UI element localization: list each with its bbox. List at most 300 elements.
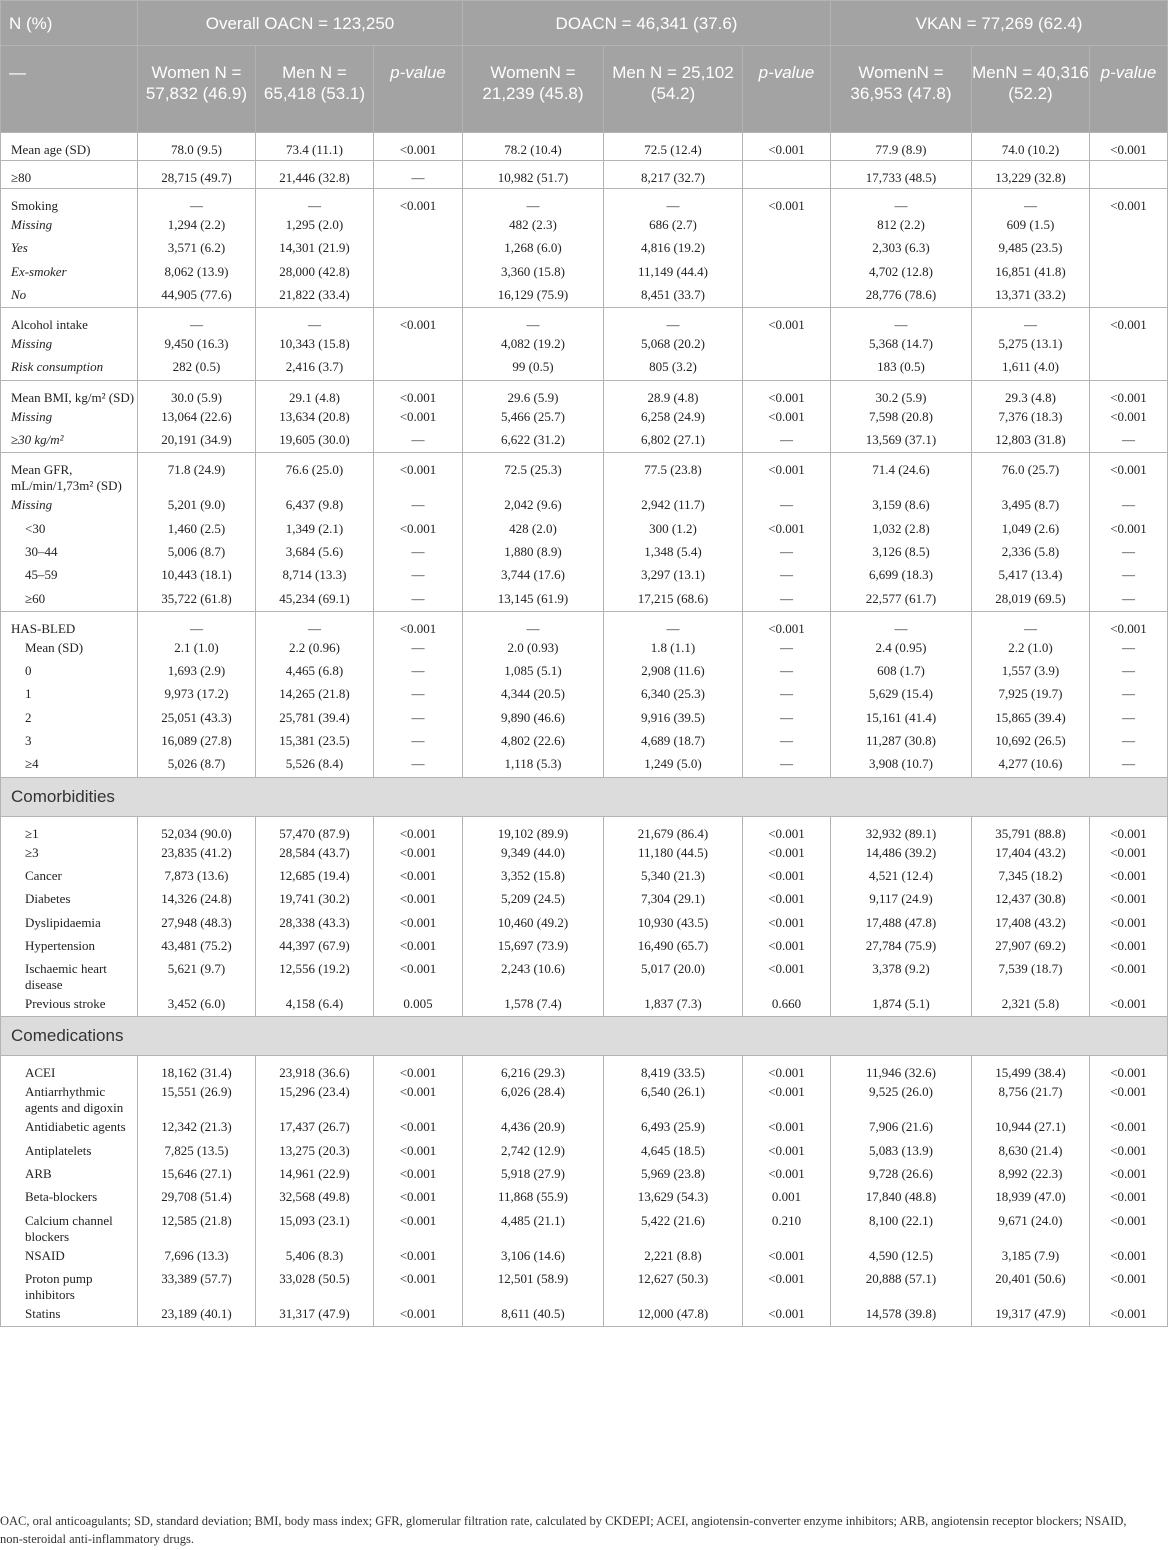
value-text: 76.6 (25.0)	[285, 462, 344, 478]
p-value-text: —	[411, 432, 425, 448]
value-cell	[972, 660, 1090, 683]
p-value-cell	[743, 494, 831, 517]
value-cell	[831, 494, 972, 517]
table-row	[1, 356, 1168, 380]
row-label	[1, 1140, 138, 1163]
value-text: 16,129 (75.9)	[497, 286, 569, 302]
value-cell	[256, 284, 374, 308]
value-cell	[831, 816, 972, 842]
value-cell	[463, 1245, 604, 1268]
p-value-cell	[1090, 611, 1168, 637]
p-value-text	[743, 284, 830, 289]
value-text: —	[1024, 198, 1037, 213]
value-text: 11,180 (44.5)	[638, 844, 708, 860]
p-value-cell	[374, 541, 463, 564]
p-value-cell	[1090, 541, 1168, 564]
value-text: 12,501 (58.9)	[497, 1270, 569, 1286]
p-value-text: —	[1122, 567, 1136, 583]
p-value-cell	[1090, 453, 1168, 495]
value-text: 9,671 (24.0)	[998, 1212, 1063, 1228]
value-cell	[138, 707, 256, 730]
p-value-text: —	[780, 497, 793, 513]
value-text: 28,584 (43.7)	[279, 844, 350, 860]
p-value-cell	[743, 865, 831, 888]
p-value-cell	[743, 1186, 831, 1209]
value-text: 1,557 (3.9)	[1001, 663, 1060, 679]
value-text: 15,296 (23.4)	[279, 1084, 350, 1100]
value-text: 10,343 (15.8)	[279, 336, 350, 352]
p-value-text: —	[411, 733, 425, 749]
value-text: 2.0 (0.93)	[507, 639, 559, 655]
p-value-cell	[743, 816, 831, 842]
row-label	[1, 1081, 138, 1116]
p-value-text: 0.210	[771, 1212, 802, 1228]
p-value-cell	[374, 133, 463, 161]
p-value-cell	[743, 588, 831, 612]
value-cell	[256, 356, 374, 380]
value-cell	[972, 541, 1090, 564]
p-value-text: <0.001	[399, 142, 437, 157]
value-text: 6,340 (25.3)	[641, 686, 705, 702]
value-cell	[831, 912, 972, 935]
value-text: 6,026 (28.4)	[501, 1084, 565, 1100]
value-cell	[463, 161, 604, 189]
p-value-cell	[743, 429, 831, 453]
value-cell	[463, 611, 604, 637]
row-label-text: Mean BMI, kg/m² (SD)	[11, 389, 135, 405]
table-row	[1, 308, 1168, 334]
value-cell	[256, 683, 374, 706]
value-text: 3,908 (10.7)	[869, 756, 933, 772]
value-text: 18,162 (31.4)	[161, 1065, 232, 1081]
value-text: 28,000 (42.8)	[279, 263, 350, 279]
value-text: 5,629 (15.4)	[869, 686, 933, 702]
value-text: 4,158 (6.4)	[285, 996, 344, 1012]
value-cell	[972, 133, 1090, 161]
p-value-text: —	[780, 590, 793, 606]
value-cell	[604, 611, 743, 637]
value-cell	[831, 189, 972, 215]
value-cell	[604, 753, 743, 777]
value-cell	[463, 935, 604, 958]
value-text: 4,277 (10.6)	[998, 756, 1063, 772]
row-label	[1, 189, 138, 215]
value-cell	[831, 1163, 972, 1186]
value-text: 5,017 (20.0)	[641, 961, 705, 977]
value-text: 25,781 (39.4)	[279, 709, 350, 725]
value-text: —	[1024, 317, 1037, 333]
row-label	[1, 888, 138, 911]
header-overall-women: Women N = 57,832 (46.9)	[138, 46, 256, 133]
value-cell	[256, 1140, 374, 1163]
value-cell	[463, 730, 604, 753]
p-value-text: <0.001	[1110, 1119, 1147, 1135]
value-cell	[604, 958, 743, 993]
value-text: 10,944 (27.1)	[995, 1119, 1066, 1135]
value-cell	[256, 518, 374, 541]
value-text: 12,585 (21.8)	[161, 1212, 232, 1228]
value-cell	[463, 660, 604, 683]
value-cell	[604, 683, 743, 706]
value-cell	[138, 730, 256, 753]
value-cell	[972, 161, 1090, 189]
p-value-text: —	[1122, 709, 1136, 725]
p-value-text: —	[411, 567, 425, 583]
value-text: 15,551 (26.9)	[161, 1084, 232, 1100]
table-body	[1, 133, 1168, 1327]
value-text: 1,349 (2.1)	[285, 520, 344, 536]
value-text: 4,465 (6.8)	[285, 663, 344, 679]
p-value-cell	[743, 453, 831, 495]
value-cell	[138, 1186, 256, 1209]
value-text: 1,460 (2.5)	[167, 520, 226, 536]
p-value-text	[1090, 356, 1167, 361]
p-value-cell	[374, 308, 463, 334]
value-cell	[138, 1081, 256, 1116]
value-text: 29.1 (4.8)	[289, 389, 340, 405]
value-cell	[138, 660, 256, 683]
value-text: 12,803 (31.8)	[995, 432, 1066, 448]
value-cell	[256, 564, 374, 587]
row-label-text: Mean age (SD)	[11, 142, 91, 157]
value-cell	[463, 865, 604, 888]
value-text: 8,992 (22.3)	[998, 1166, 1063, 1182]
value-cell	[138, 1303, 256, 1327]
p-value-text: <0.001	[399, 825, 437, 841]
row-label-text: Missing	[11, 497, 53, 513]
row-label	[1, 816, 138, 842]
value-cell	[831, 261, 972, 284]
p-value-text: <0.001	[399, 914, 437, 930]
value-cell	[604, 707, 743, 730]
value-text: 608 (1.7)	[877, 663, 925, 679]
value-cell	[604, 842, 743, 865]
p-value-text: 0.001	[771, 1189, 802, 1205]
p-value-text: <0.001	[768, 914, 805, 930]
row-label-text: Hypertension	[25, 937, 96, 953]
value-text: 9,117 (24.9)	[869, 891, 933, 907]
value-cell	[463, 261, 604, 284]
value-text: 1,837 (7.3)	[644, 996, 702, 1012]
table-row	[1, 1268, 1168, 1303]
value-text: —	[308, 620, 321, 636]
value-text: 16,490 (65.7)	[637, 937, 709, 953]
value-text: 4,436 (20.9)	[501, 1119, 565, 1135]
value-text: —	[666, 198, 680, 213]
p-value-text: <0.001	[768, 462, 805, 478]
value-cell	[972, 1186, 1090, 1209]
row-label-text: ≥30 kg/m²	[11, 432, 64, 448]
row-label-text: Antiarrhythmic agents and digoxin	[25, 1084, 124, 1116]
p-value-cell	[743, 1056, 831, 1082]
p-value-cell	[374, 161, 463, 189]
table-row	[1, 637, 1168, 660]
value-cell	[256, 1210, 374, 1245]
value-cell	[138, 406, 256, 429]
value-cell	[972, 637, 1090, 660]
value-text: 4,702 (12.8)	[869, 263, 933, 279]
p-value-text: <0.001	[768, 844, 805, 860]
row-label	[1, 1056, 138, 1082]
row-label	[1, 660, 138, 683]
value-text: 5,422 (21.6)	[641, 1212, 705, 1228]
value-text: 71.4 (24.6)	[872, 462, 930, 478]
value-text: 183 (0.5)	[877, 359, 925, 375]
value-cell	[256, 406, 374, 429]
value-text: 33,028 (50.5)	[279, 1270, 350, 1286]
value-text: 6,540 (26.1)	[641, 1084, 705, 1100]
row-label-text: Antiplatelets	[25, 1142, 92, 1158]
value-text: 72.5 (25.3)	[504, 462, 562, 478]
value-cell	[831, 865, 972, 888]
value-text: 1,249 (5.0)	[644, 756, 702, 772]
value-cell	[604, 660, 743, 683]
value-cell	[604, 1140, 743, 1163]
row-label	[1, 935, 138, 958]
value-text: 16,851 (41.8)	[995, 263, 1066, 279]
value-cell	[972, 1210, 1090, 1245]
value-cell	[604, 261, 743, 284]
table-row	[1, 912, 1168, 935]
table-row	[1, 494, 1168, 517]
value-cell	[604, 888, 743, 911]
value-text: 1,880 (8.9)	[504, 543, 562, 559]
row-label	[1, 1303, 138, 1327]
value-text: 3,185 (7.9)	[1001, 1247, 1060, 1263]
table-row	[1, 518, 1168, 541]
value-text: 44,905 (77.6)	[161, 286, 232, 302]
p-value-cell	[743, 683, 831, 706]
row-label-text: ≥60	[25, 590, 46, 606]
value-cell	[831, 564, 972, 587]
value-cell	[463, 237, 604, 260]
value-text: 6,437 (9.8)	[285, 497, 344, 513]
p-value-cell	[374, 842, 463, 865]
value-text: 35,722 (61.8)	[161, 590, 232, 606]
value-cell	[138, 564, 256, 587]
p-value-cell	[1090, 660, 1168, 683]
p-value-text: —	[411, 639, 425, 655]
header-dash: —	[1, 46, 138, 133]
table-row	[1, 133, 1168, 161]
value-cell	[256, 842, 374, 865]
p-value-cell	[743, 380, 831, 406]
value-cell	[138, 683, 256, 706]
value-cell	[831, 730, 972, 753]
p-value-cell	[374, 730, 463, 753]
p-value-text	[374, 356, 462, 361]
row-label-text: Yes	[11, 240, 28, 256]
p-value-cell	[743, 1303, 831, 1327]
value-cell	[604, 993, 743, 1017]
p-value-cell	[743, 912, 831, 935]
value-text: 30.2 (5.9)	[875, 389, 927, 405]
section-header	[1, 777, 1168, 816]
value-cell	[972, 912, 1090, 935]
row-label-text: 30–44	[25, 543, 58, 559]
value-text: 28,019 (69.5)	[995, 590, 1066, 606]
row-label	[1, 284, 138, 308]
value-text: 10,443 (18.1)	[161, 567, 232, 583]
value-text: 15,646 (27.1)	[161, 1166, 232, 1182]
p-value-cell	[743, 356, 831, 380]
value-cell	[256, 541, 374, 564]
table-row	[1, 935, 1168, 958]
p-value-cell	[743, 161, 831, 189]
p-value-cell	[374, 993, 463, 1017]
p-value-text: <0.001	[1110, 1247, 1147, 1263]
p-value-cell	[374, 518, 463, 541]
p-value-text: <0.001	[1110, 844, 1147, 860]
p-value-cell	[374, 707, 463, 730]
value-cell	[831, 333, 972, 356]
row-label-text: ≥4	[25, 756, 39, 772]
p-value-cell	[374, 888, 463, 911]
value-cell	[256, 993, 374, 1017]
value-text: 5,526 (8.4)	[285, 756, 344, 772]
value-text: 4,816 (19.2)	[641, 240, 705, 256]
row-label	[1, 588, 138, 612]
value-text: 7,696 (13.3)	[164, 1247, 229, 1263]
value-text: 5,006 (8.7)	[167, 543, 226, 559]
p-value-cell	[743, 564, 831, 587]
value-cell	[463, 993, 604, 1017]
value-cell	[256, 380, 374, 406]
table-row	[1, 588, 1168, 612]
value-cell	[604, 284, 743, 308]
row-label	[1, 133, 138, 161]
value-cell	[831, 637, 972, 660]
p-value-text	[743, 214, 830, 217]
value-text: 12,556 (19.2)	[279, 961, 350, 977]
p-value-text: <0.001	[1110, 1305, 1147, 1321]
p-value-text: <0.001	[399, 961, 437, 977]
row-label	[1, 611, 138, 637]
value-cell	[831, 356, 972, 380]
value-text: 29.6 (5.9)	[507, 389, 559, 405]
value-cell	[463, 1163, 604, 1186]
value-text: 17,408 (43.2)	[995, 914, 1066, 930]
value-cell	[463, 842, 604, 865]
p-value-text: <0.001	[1110, 389, 1147, 405]
p-value-text: —	[780, 567, 793, 583]
value-cell	[604, 1116, 743, 1139]
value-text: 3,571 (6.2)	[167, 240, 226, 256]
table-row	[1, 683, 1168, 706]
value-text: 14,486 (39.2)	[865, 844, 937, 860]
value-text: 27,907 (69.2)	[995, 937, 1066, 953]
header-doac-women: WomenN = 21,239 (45.8)	[463, 46, 604, 133]
p-value-cell	[1090, 261, 1168, 284]
value-cell	[604, 406, 743, 429]
p-value-text: <0.001	[399, 867, 437, 883]
value-cell	[256, 429, 374, 453]
header-vka-pvalue: p-value	[1090, 46, 1168, 133]
value-cell	[138, 637, 256, 660]
value-text: 1,611 (4.0)	[1002, 359, 1059, 375]
row-label-text: 45–59	[25, 567, 58, 583]
table-row	[1, 611, 1168, 637]
p-value-cell	[374, 494, 463, 517]
p-value-cell	[743, 261, 831, 284]
p-value-text: —	[780, 756, 793, 772]
value-cell	[604, 1268, 743, 1303]
value-cell	[972, 958, 1090, 993]
value-text: 3,159 (8.6)	[872, 497, 930, 513]
p-value-text: <0.001	[399, 462, 437, 478]
p-value-text: —	[780, 686, 793, 702]
value-cell	[972, 1303, 1090, 1327]
value-text: 6,699 (18.3)	[869, 567, 933, 583]
value-text: 5,209 (24.5)	[501, 891, 565, 907]
value-text: 30.0 (5.9)	[171, 389, 222, 405]
value-text: 2,908 (11.6)	[641, 663, 705, 679]
value-cell	[463, 429, 604, 453]
header-overall-men: Men N = 65,418 (53.1)	[256, 46, 374, 133]
value-text: 23,918 (36.6)	[279, 1065, 350, 1081]
value-text: 32,932 (89.1)	[865, 825, 937, 841]
row-label	[1, 1186, 138, 1209]
row-label	[1, 333, 138, 356]
row-label-text: ≥1	[25, 825, 39, 841]
p-value-cell	[743, 406, 831, 429]
value-cell	[831, 1116, 972, 1139]
p-value-cell	[1090, 935, 1168, 958]
table-row	[1, 1056, 1168, 1082]
row-label-text: Mean GFR, mL/min/1,73m² (SD)	[11, 462, 122, 494]
value-cell	[972, 888, 1090, 911]
value-cell	[604, 356, 743, 380]
p-value-cell	[743, 133, 831, 161]
p-value-cell	[1090, 161, 1168, 189]
value-cell	[463, 1140, 604, 1163]
value-cell	[256, 161, 374, 189]
p-value-text: <0.001	[1110, 1065, 1147, 1081]
value-cell	[972, 189, 1090, 215]
value-text: 22,577 (61.7)	[865, 590, 937, 606]
value-text: 428 (2.0)	[509, 520, 557, 536]
value-cell	[138, 284, 256, 308]
value-text: 71.8 (24.9)	[167, 462, 226, 478]
p-value-cell	[1090, 1116, 1168, 1139]
value-cell	[256, 730, 374, 753]
value-text: 2,321 (5.8)	[1001, 996, 1060, 1012]
value-cell	[604, 494, 743, 517]
p-value-cell	[1090, 237, 1168, 260]
value-cell	[256, 333, 374, 356]
row-label	[1, 842, 138, 865]
p-value-text: —	[780, 733, 793, 749]
value-text: 28,338 (43.3)	[279, 914, 350, 930]
p-value-text: <0.001	[768, 620, 805, 636]
row-label	[1, 237, 138, 260]
p-value-cell	[743, 842, 831, 865]
value-cell	[256, 237, 374, 260]
value-cell	[831, 541, 972, 564]
value-text: 9,890 (46.6)	[501, 709, 565, 725]
p-value-text: <0.001	[399, 408, 437, 424]
row-label-text: ARB	[25, 1166, 52, 1182]
value-text: —	[1024, 620, 1037, 636]
value-text: 7,906 (21.6)	[869, 1119, 933, 1135]
p-value-text: —	[780, 709, 793, 725]
value-text: 15,093 (23.1)	[279, 1212, 350, 1228]
value-cell	[256, 1245, 374, 1268]
row-label-text: ACEI	[25, 1065, 56, 1081]
value-text: 78.0 (9.5)	[171, 142, 222, 157]
p-value-cell	[1090, 993, 1168, 1017]
table-row	[1, 333, 1168, 356]
